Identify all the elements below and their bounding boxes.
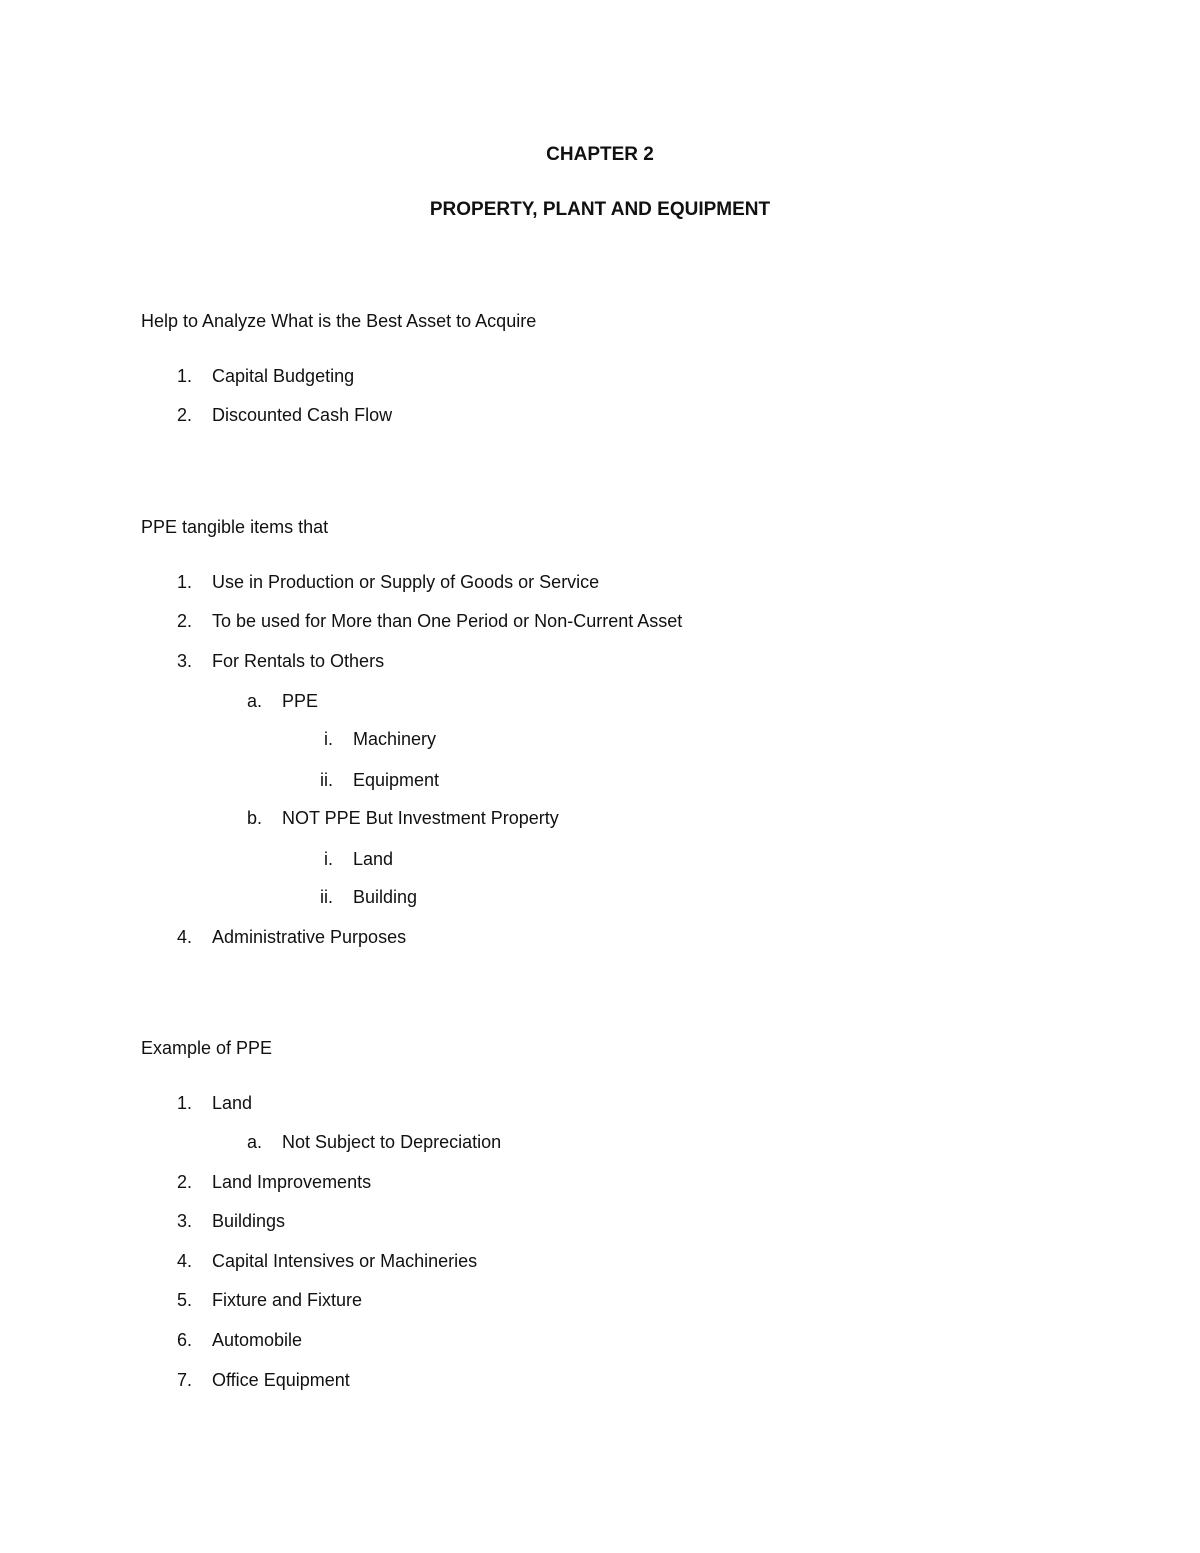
list-marker: ii. — [320, 887, 333, 907]
list-marker: 6. — [176, 1330, 192, 1350]
list-marker: 4. — [176, 1251, 192, 1271]
list-marker: b. — [246, 808, 262, 828]
list-marker: 1. — [176, 1093, 192, 1113]
section-heading-best-asset: Help to Analyze What is the Best Asset to Acquire — [141, 311, 537, 331]
list-item-text: Not Subject to Depreciation — [282, 1132, 502, 1152]
list-item-text: Land — [353, 849, 394, 869]
list-item-text: Use in Production or Supply of Goods or Service — [212, 572, 600, 592]
list-item-text: Land Improvements — [212, 1172, 372, 1192]
list-item-text: Building — [353, 887, 418, 907]
list-marker: i. — [324, 729, 333, 749]
list-item-text: Automobile — [212, 1330, 303, 1350]
section-heading-ppe-tangible: PPE tangible items that — [141, 517, 329, 537]
list-item-text: Buildings — [212, 1211, 286, 1231]
list-item-text: Discounted Cash Flow — [212, 405, 393, 425]
list-marker: i. — [324, 849, 333, 869]
list-marker: 4. — [176, 927, 192, 947]
list-item-text: Capital Intensives or Machineries — [212, 1251, 478, 1271]
list-marker: a. — [246, 691, 262, 711]
list-item-text: Machinery — [353, 729, 437, 749]
list-item-text: PPE — [282, 691, 319, 711]
list-item-text: To be used for More than One Period or Non-Current Asset — [212, 611, 683, 631]
list-marker: 2. — [176, 405, 192, 425]
list-item-text: For Rentals to Others — [212, 651, 385, 671]
list-item-text: Land — [212, 1093, 253, 1113]
list-item-text: Administrative Purposes — [212, 927, 407, 947]
list-item-text: Capital Budgeting — [212, 366, 355, 386]
list-marker: 3. — [176, 651, 192, 671]
list-marker: 1. — [176, 366, 192, 386]
list-marker: 7. — [176, 1370, 192, 1390]
list-marker: ii. — [320, 770, 333, 790]
list-marker: 1. — [176, 572, 192, 592]
list-item-text: Office Equipment — [212, 1370, 350, 1390]
list-marker: a. — [246, 1132, 262, 1152]
section-heading-example-ppe: Example of PPE — [141, 1038, 273, 1058]
list-marker: 3. — [176, 1211, 192, 1231]
list-item-text: NOT PPE But Investment Property — [282, 808, 559, 828]
list-marker: 5. — [176, 1290, 192, 1310]
list-item-text: Fixture and Fixture — [212, 1290, 363, 1310]
document-title: PROPERTY, PLANT AND EQUIPMENT — [429, 199, 771, 220]
chapter-heading: CHAPTER 2 — [546, 144, 654, 165]
list-marker: 2. — [176, 611, 192, 631]
list-item-text: Equipment — [353, 770, 440, 790]
list-marker: 2. — [176, 1172, 192, 1192]
